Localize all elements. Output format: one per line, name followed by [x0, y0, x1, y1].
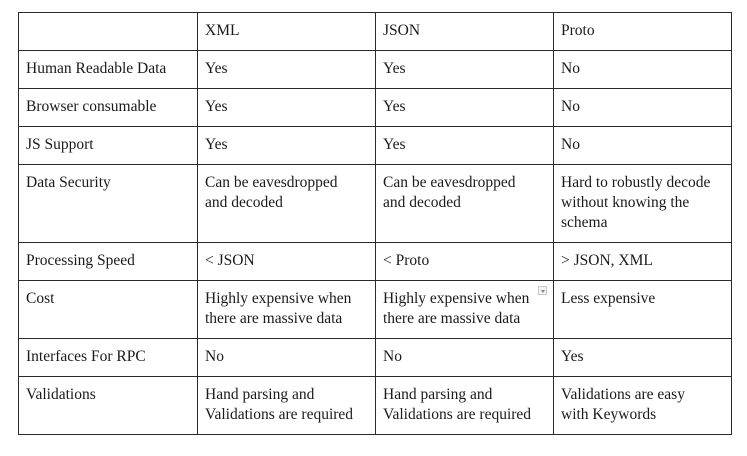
json-cell[interactable]: Can be eavesdropped and decoded [376, 165, 554, 243]
json-cell[interactable]: Hand parsing and Validations are required [376, 377, 554, 435]
xml-cell[interactable]: Yes [198, 51, 376, 89]
header-cell-empty[interactable] [19, 13, 198, 51]
table-row-interfaces-rpc [19, 339, 732, 377]
table-row-processing-speed [19, 243, 732, 281]
header-cell-json[interactable]: JSON [376, 13, 554, 51]
xml-cell[interactable]: Can be eavesdropped and decoded [198, 165, 376, 243]
table-row-js-support [19, 127, 732, 165]
row-label-cell[interactable]: Human Readable Data [19, 51, 198, 89]
json-cell[interactable]: No [376, 339, 554, 377]
row-label-cell[interactable]: Cost [19, 281, 198, 339]
proto-cell[interactable]: Validations are easy with Keywords [554, 377, 732, 435]
row-label-cell[interactable]: Validations [19, 377, 198, 435]
xml-cell[interactable]: Yes [198, 127, 376, 165]
proto-cell[interactable]: > JSON, XML [554, 243, 732, 281]
xml-cell[interactable]: Highly expensive when there are massive data [198, 281, 376, 339]
json-cell[interactable]: < Proto [376, 243, 554, 281]
table-row-browser-consumable [19, 89, 732, 127]
json-cell[interactable]: Yes [376, 89, 554, 127]
row-label-cell[interactable]: Processing Speed [19, 243, 198, 281]
table-row-validations [19, 377, 732, 435]
header-cell-proto[interactable]: Proto [554, 13, 732, 51]
table-header-row [19, 13, 732, 51]
cell-menu-dropdown-icon[interactable] [538, 286, 547, 295]
header-cell-xml[interactable]: XML [198, 13, 376, 51]
xml-cell[interactable]: No [198, 339, 376, 377]
json-cell[interactable]: Yes [376, 51, 554, 89]
proto-cell[interactable]: Yes [554, 339, 732, 377]
xml-cell[interactable]: Yes [198, 89, 376, 127]
row-label-cell[interactable]: Data Security [19, 165, 198, 243]
proto-cell[interactable]: No [554, 89, 732, 127]
proto-cell[interactable]: No [554, 127, 732, 165]
row-label-cell[interactable]: JS Support [19, 127, 198, 165]
json-cell[interactable]: Yes [376, 127, 554, 165]
proto-cell[interactable]: Hard to robustly decode without knowing the schema [554, 165, 732, 243]
proto-cell[interactable]: Less expensive [554, 281, 732, 339]
table-row-data-security [19, 165, 732, 243]
xml-cell[interactable]: Hand parsing and Validations are required [198, 377, 376, 435]
row-label-cell[interactable]: Interfaces For RPC [19, 339, 198, 377]
table-row-human-readable [19, 51, 732, 89]
table-row-cost [19, 281, 732, 339]
xml-cell[interactable]: < JSON [198, 243, 376, 281]
json-cell[interactable]: Highly expensive when there are massive data [376, 281, 554, 339]
comparison-table-container [18, 12, 732, 435]
row-label-cell[interactable]: Browser consumable [19, 89, 198, 127]
comparison-table [18, 12, 732, 435]
proto-cell[interactable]: No [554, 51, 732, 89]
